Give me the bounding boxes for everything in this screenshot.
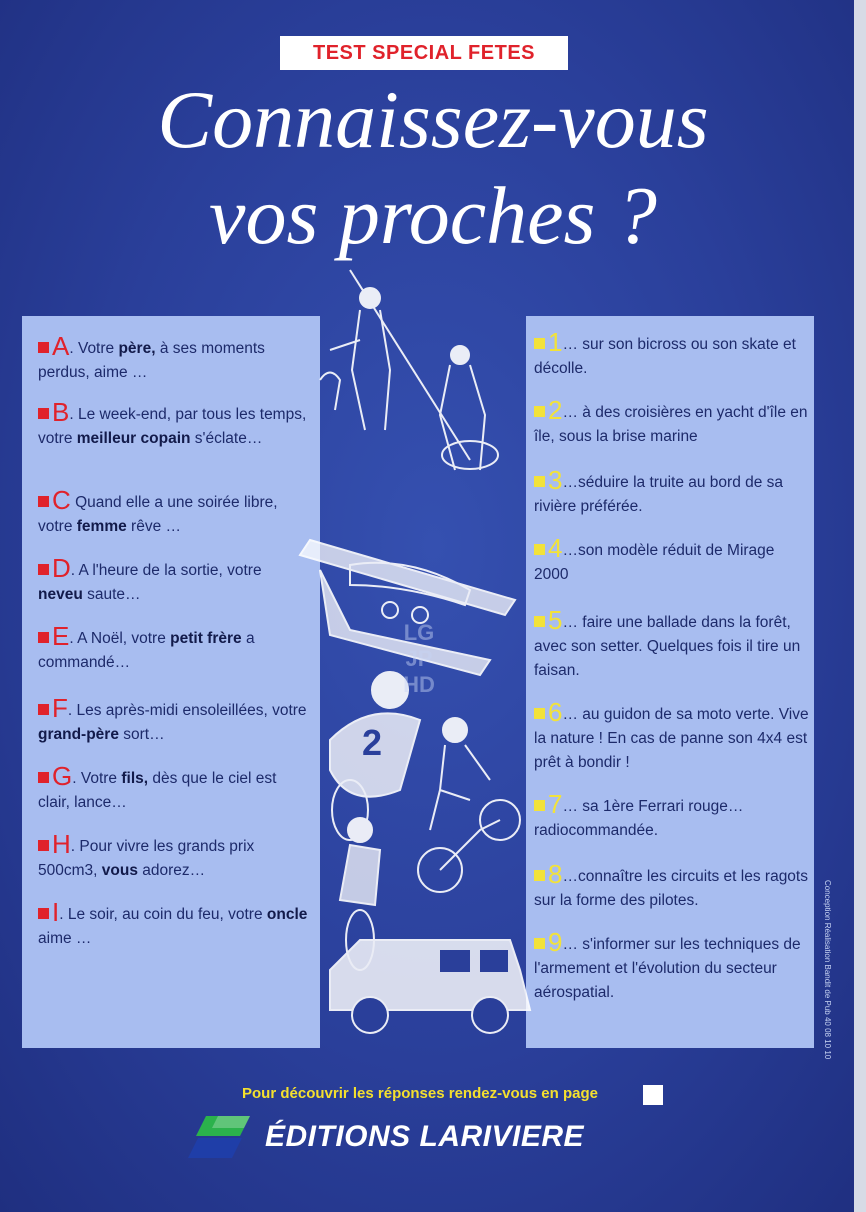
answer-text: … sa 1ère Ferrari rouge… radiocommandée. — [534, 798, 744, 839]
title-line-2: vos proches ? — [209, 170, 657, 261]
question-letter: D — [52, 553, 71, 583]
page-edge — [854, 0, 866, 1212]
answer-text: … à des croisières en yacht d'île en île, sous la brise marine — [534, 404, 808, 445]
question-person: femme — [76, 518, 127, 535]
answer-number: 2 — [548, 395, 563, 425]
answer-number: 3 — [548, 465, 563, 495]
answer-text: … au guidon de sa moto verte. Vive la nature ! En cas de panne son 4x4 est prêt à bondir ! — [534, 706, 809, 771]
question-text: . A l'heure de la sortie, votre — [70, 562, 262, 579]
fishermen-illustration — [320, 270, 498, 470]
question-item — [38, 693, 308, 747]
jeep-illustration — [330, 940, 530, 1033]
question-person: oncle — [266, 906, 308, 923]
answer-text: …connaître les circuits et les ragots sur la forme des pilotes. — [534, 868, 808, 909]
question-letter: A — [52, 331, 70, 361]
question-letter: H — [52, 829, 71, 859]
question-letter: G — [52, 761, 73, 791]
question-item — [38, 829, 308, 883]
answer-number: 8 — [548, 859, 563, 889]
question-text: . Pour vivre les grands prix 500cm3, — [38, 838, 255, 879]
footer-text: Pour découvrir les réponses rendez-vous en page — [242, 1085, 598, 1102]
red-square-icon — [38, 342, 49, 353]
question-letter: F — [52, 693, 68, 723]
question-text: . Votre — [69, 340, 119, 357]
question-person: petit frère — [170, 630, 242, 647]
answer-number: 7 — [548, 789, 563, 819]
question-person: père, — [118, 340, 156, 357]
answer-text: … faire une ballade dans la forêt, avec son setter. Quelques fois il tire un faisan. — [534, 614, 801, 679]
answers-panel — [526, 316, 814, 1048]
question-person: fils, — [121, 770, 149, 787]
answer-number: 5 — [548, 605, 563, 635]
question-text: . Votre — [72, 770, 122, 787]
question-text-end: adorez… — [137, 862, 206, 879]
answer-number: 1 — [548, 327, 563, 357]
red-square-icon — [38, 632, 49, 643]
answer-item — [534, 465, 810, 519]
question-item — [38, 621, 308, 675]
question-text: . A Noël, votre — [69, 630, 171, 647]
question-person: vous — [101, 862, 138, 879]
question-item — [38, 761, 308, 815]
question-text: . Le soir, au coin du feu, votre — [59, 906, 267, 923]
question-text-end: a commandé… — [38, 630, 255, 671]
question-text-end: dès que le ciel est clair, lance… — [38, 770, 277, 811]
question-item — [38, 397, 308, 451]
answer-item — [534, 859, 810, 913]
question-text-end: s'éclate… — [190, 430, 263, 447]
publisher-name: ÉDITIONS LARIVIERE — [265, 1120, 585, 1153]
question-letter: E — [52, 621, 70, 651]
answer-text: … s'informer sur les techniques de l'armement et l'évolution du secteur aérospatial. — [534, 936, 801, 1001]
question-text: . Le week-end, par tous les temps, votre — [38, 406, 307, 447]
answer-number: 4 — [548, 533, 563, 563]
watermark-line-3: HD — [403, 672, 435, 697]
page-title — [60, 72, 806, 264]
red-square-icon — [38, 840, 49, 851]
red-square-icon — [38, 408, 49, 419]
answer-item — [534, 533, 810, 587]
question-item — [38, 485, 308, 539]
svg-text:2: 2 — [362, 722, 383, 763]
page-number-box — [643, 1085, 663, 1105]
red-square-icon — [38, 564, 49, 575]
question-person: grand-père — [38, 726, 119, 743]
question-text-end: à ses moments perdus, aime … — [38, 340, 265, 381]
answer-item — [534, 697, 810, 775]
question-text-end: sort… — [118, 726, 165, 743]
question-letter: B — [52, 397, 70, 427]
title-line-1: Connaissez-vous — [157, 74, 709, 165]
red-square-icon — [38, 496, 49, 507]
answer-text: …son modèle réduit de Mirage 2000 — [534, 542, 775, 583]
answer-item — [534, 789, 810, 843]
answer-item — [534, 395, 810, 449]
answer-number: 6 — [548, 697, 563, 727]
watermark-line-2: JP — [405, 646, 433, 671]
question-text-end: aime … — [38, 930, 92, 947]
answer-item — [534, 605, 810, 683]
publisher-logo — [188, 1116, 250, 1158]
watermark — [376, 620, 462, 706]
question-item — [38, 331, 308, 385]
red-square-icon — [38, 908, 49, 919]
bmx-rider-illustration — [418, 718, 520, 892]
watermark-line-1: LG — [403, 620, 435, 645]
question-item — [38, 553, 308, 607]
red-square-icon — [38, 704, 49, 715]
questions-panel — [22, 316, 320, 1048]
answer-item — [534, 927, 810, 1005]
question-text-end: saute… — [82, 586, 141, 603]
question-letter: I — [52, 897, 60, 927]
answer-text: …séduire la truite au bord de sa rivière préférée. — [534, 474, 784, 515]
banner: TEST SPECIAL FETES — [280, 36, 568, 70]
question-person: neveu — [38, 586, 83, 603]
question-item — [38, 897, 308, 951]
answer-number: 9 — [548, 927, 563, 957]
question-text-end: rêve … — [126, 518, 181, 535]
answer-text: … sur son bicross ou son skate et décolle. — [534, 336, 796, 377]
question-text: Quand elle a une soirée libre, votre — [38, 494, 278, 535]
question-person: meilleur copain — [76, 430, 191, 447]
red-square-icon — [38, 772, 49, 783]
question-text: . Les après-midi ensoleillées, votre — [67, 702, 307, 719]
question-letter: C — [52, 485, 71, 515]
answer-item — [534, 327, 810, 381]
credits: Conception Réalisation Bandit de Pub 40 08 10 10 — [823, 880, 832, 1060]
